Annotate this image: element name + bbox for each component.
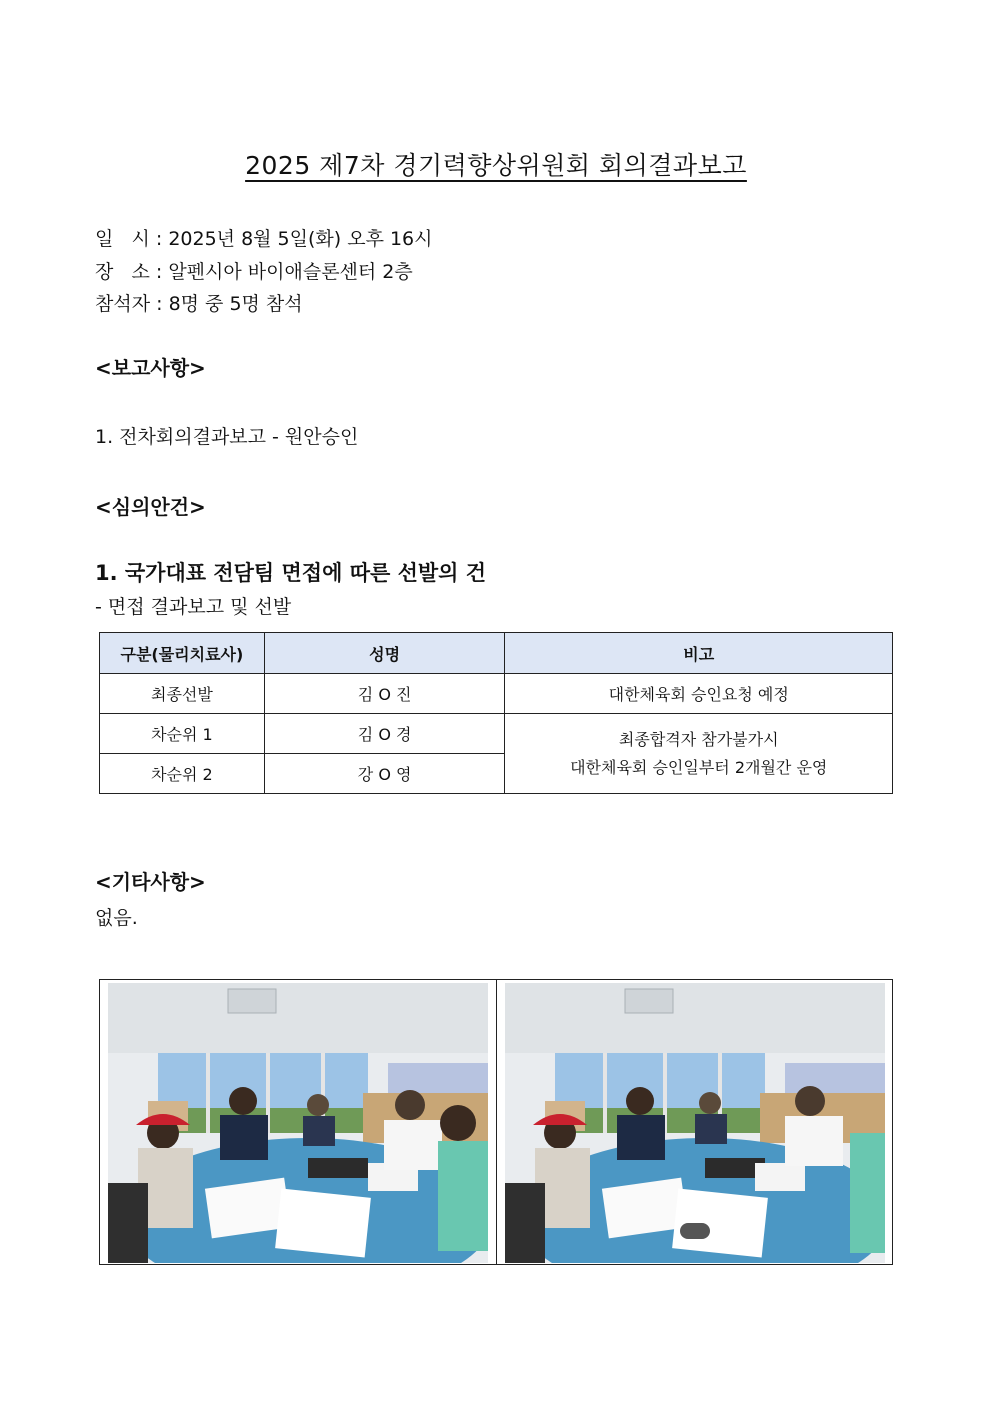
selection-table (99, 632, 893, 794)
document-title-text: 2025 제7차 경기력향상위원회 회의결과보고 (245, 151, 747, 180)
table-row (100, 714, 893, 754)
row-category: 차순위 1 (100, 714, 265, 754)
agenda-item-title: 1. 국가대표 전담팀 면접에 따른 선발의 건 (95, 561, 487, 585)
document-title (0, 146, 992, 182)
place-label: 장 소 : (95, 261, 163, 283)
row-category: 차순위 2 (100, 754, 265, 794)
attendees-label: 참석자 : (95, 293, 163, 315)
report-heading: <보고사항> (95, 356, 206, 380)
meeting-photo-illustration (108, 983, 488, 1263)
meeting-photo-illustration (505, 983, 885, 1263)
deliberation-heading: <심의안건> (95, 495, 206, 519)
note-line-1: 최종합격자 참가불가시 (618, 729, 779, 749)
other-heading: <기타사항> (95, 870, 206, 894)
row-name: 김 O 경 (264, 714, 505, 754)
place-value: 알펜시아 바이애슬론센터 2층 (168, 261, 413, 283)
table-row (100, 674, 893, 714)
row-note-merged (505, 714, 893, 794)
meeting-photo-1 (100, 980, 496, 1264)
row-name: 김 O 진 (264, 674, 505, 714)
datetime-value: 2025년 8월 5일(화) 오후 16시 (168, 228, 433, 250)
attendees-value: 8명 중 5명 참석 (168, 293, 303, 315)
other-text: 없음. (95, 907, 138, 929)
header-name: 성명 (264, 633, 505, 674)
row-note: 대한체육회 승인요청 예정 (505, 674, 893, 714)
agenda-item-subtitle: - 면접 결과보고 및 선발 (95, 596, 292, 618)
row-name: 강 O 영 (264, 754, 505, 794)
meeting-photo-2 (496, 980, 893, 1264)
note-line-2: 대한체육회 승인일부터 2개월간 운영 (570, 757, 828, 777)
header-note: 비고 (505, 633, 893, 674)
meeting-place (95, 257, 413, 284)
table-header-row (100, 633, 893, 674)
meeting-datetime (95, 224, 433, 251)
report-item: 1. 전차회의결과보고 - 원안승인 (95, 426, 359, 448)
photo-table (99, 979, 893, 1265)
meeting-attendees (95, 289, 303, 316)
header-category: 구분(물리치료사) (100, 633, 265, 674)
datetime-label: 일 시 : (95, 228, 163, 250)
row-category: 최종선발 (100, 674, 265, 714)
